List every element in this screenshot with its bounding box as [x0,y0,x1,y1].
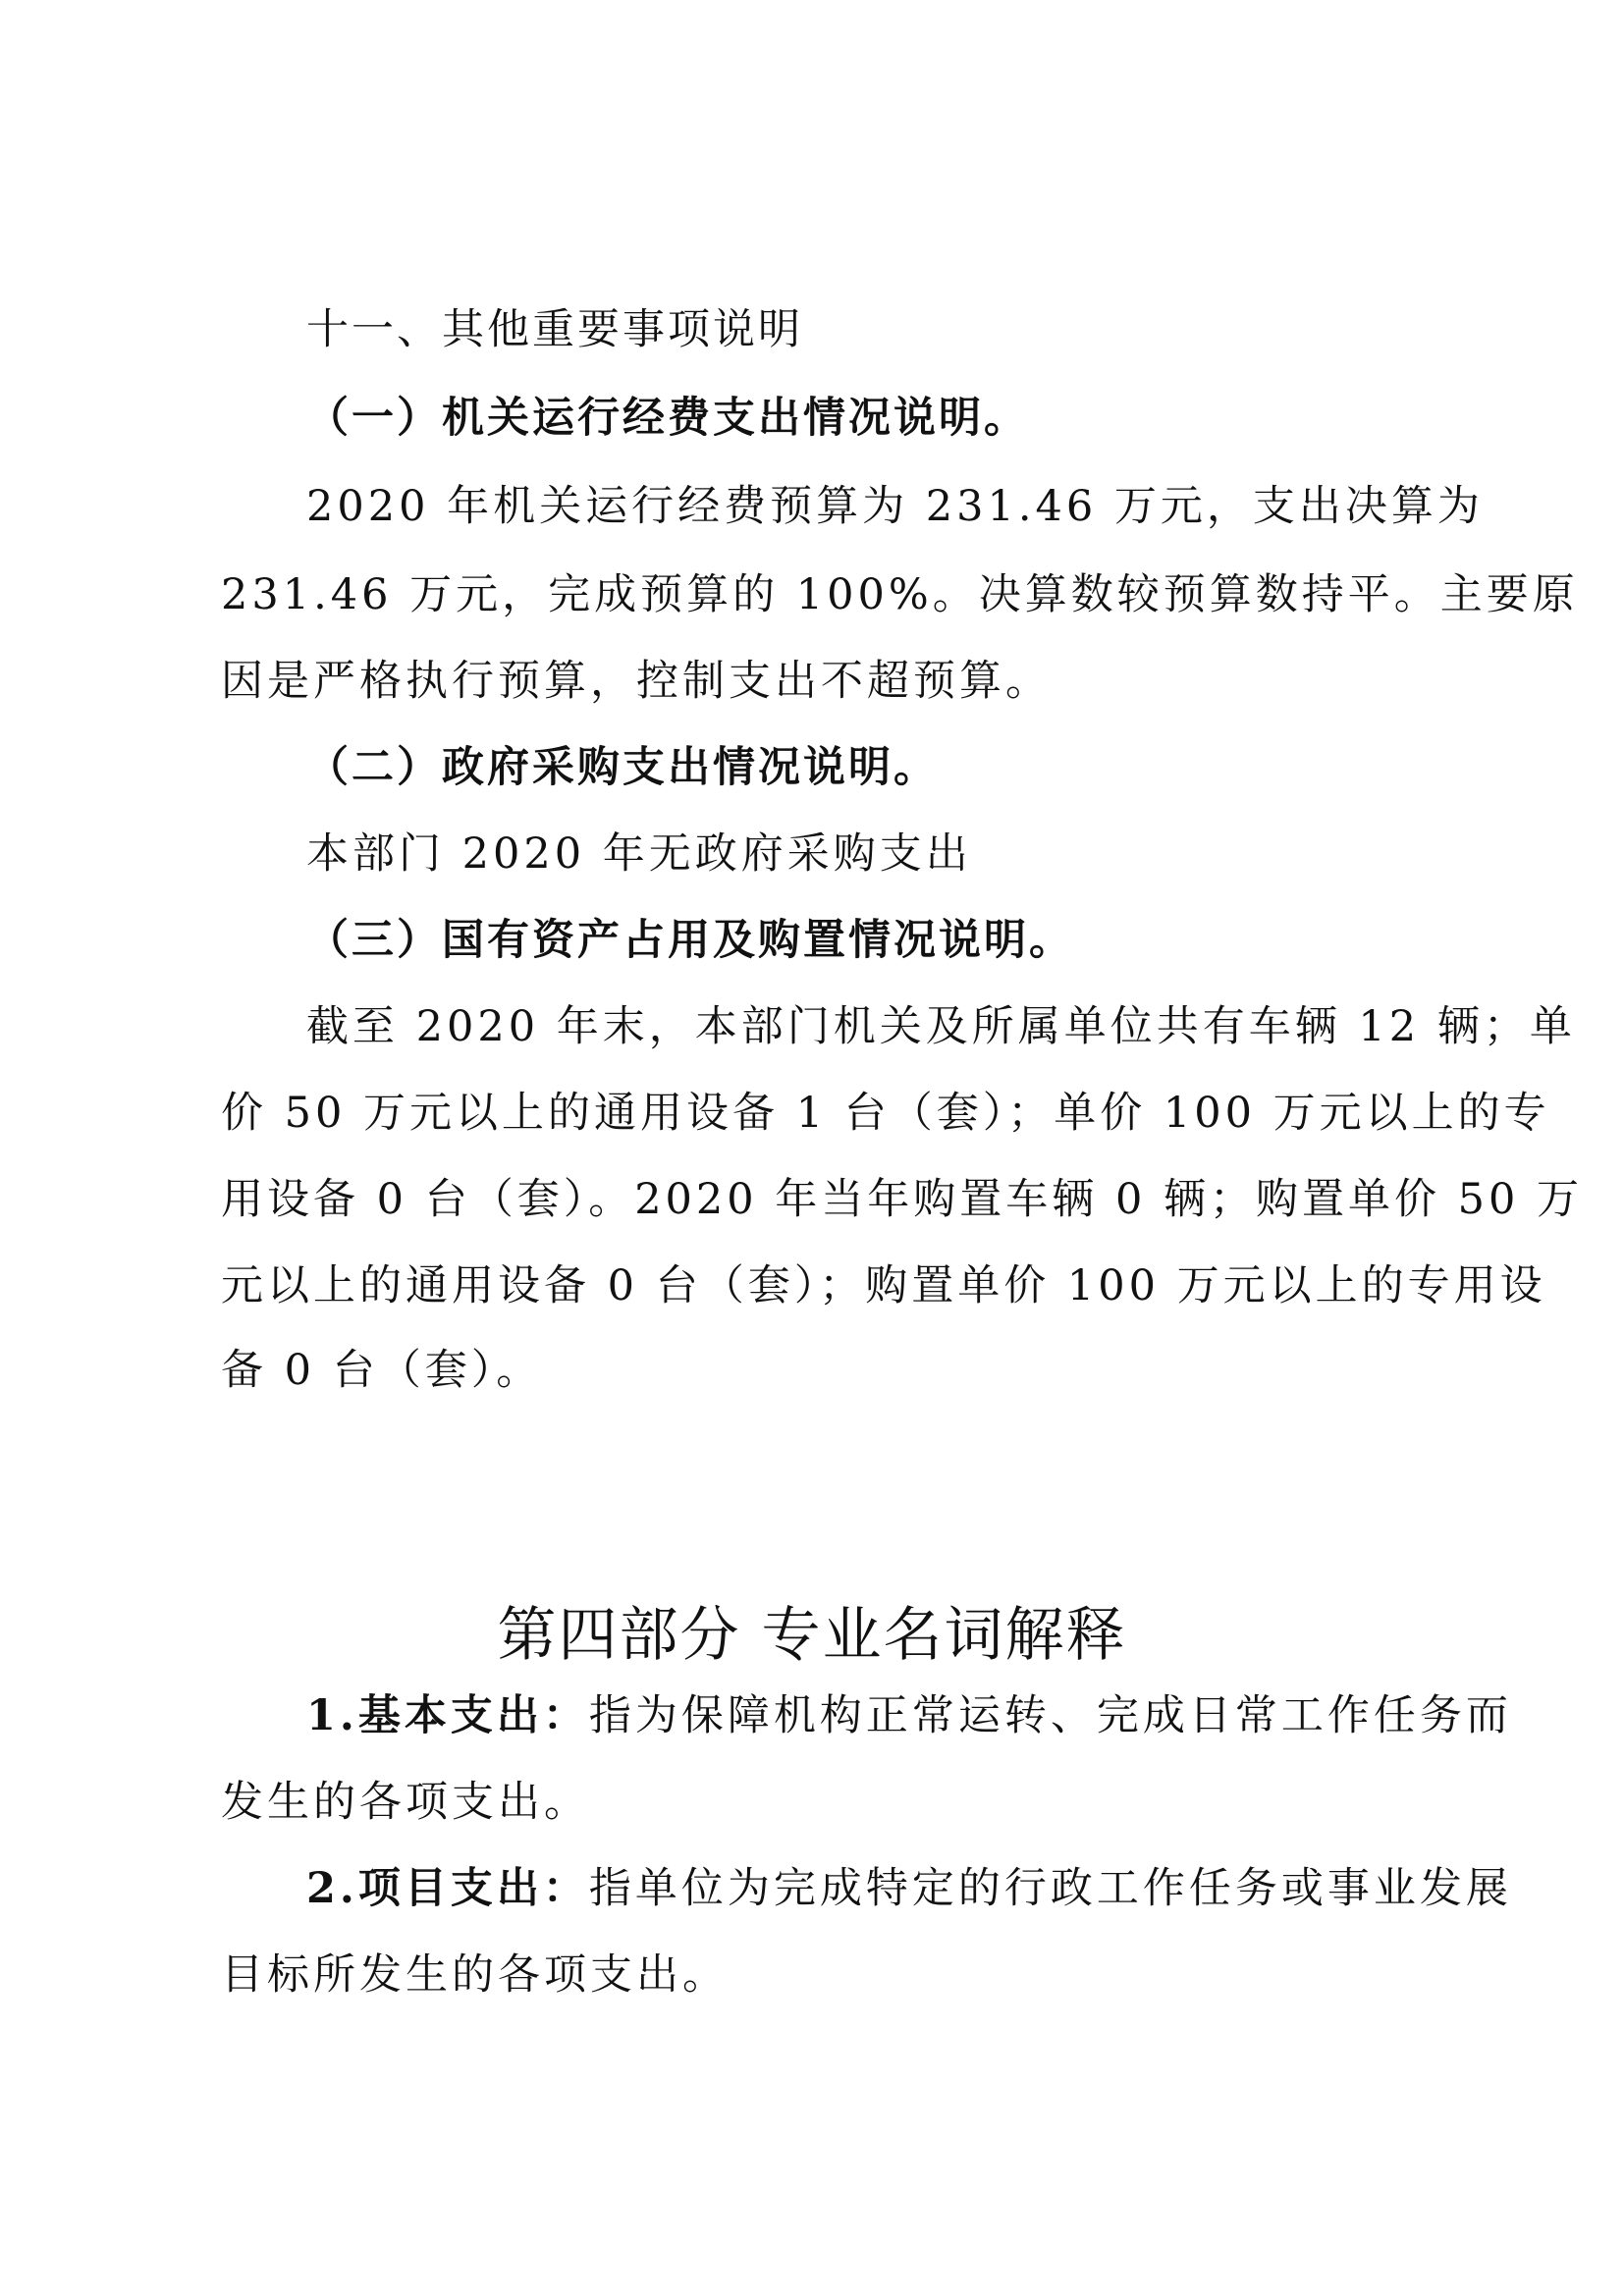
term-text: 指为保障机构正常运转、完成日常工作任务而 [588,1691,1512,1740]
paragraph-line: 价 50 万元以上的通用设备 1 台（套）；单价 100 万元以上的专 [221,1089,1550,1138]
paragraph-line: 元以上的通用设备 0 台（套）；购置单价 100 万元以上的专用设 [221,1261,1546,1310]
paragraph-line: 本部门 2020 年无政府采购支出 [306,829,972,879]
paragraph-line: 发生的各项支出。 [221,1778,590,1827]
paragraph-line: 用设备 0 台（套）。2020 年当年购置车辆 0 辆；购置单价 50 万 [221,1175,1584,1224]
part-four-title: 第四部分 专业名词解释 [497,1601,1127,1670]
section-heading: 十一、其他重要事项说明 [306,305,803,354]
paragraph-line: 2020 年机关运行经费预算为 231.46 万元，支出决算为 [306,482,1484,531]
subheading-state-assets: （三）国有资产占用及购置情况说明。 [306,916,1074,965]
term-definition-basic [306,1686,1514,1745]
term-label: 1.基本支出： [306,1691,589,1740]
term-definition-project [306,1859,1514,1918]
term-text: 指单位为完成特定的行政工作任务或事业发展 [588,1864,1512,1913]
term-label: 2.项目支出： [306,1864,589,1913]
paragraph-line: 截至 2020 年末，本部门机关及所属单位共有车辆 12 辆；单 [306,1002,1576,1051]
paragraph-line: 目标所发生的各项支出。 [221,1950,729,2000]
paragraph-line: 因是严格执行预算，控制支出不超预算。 [221,657,1052,706]
paragraph-line: 231.46 万元，完成预算的 100%。决算数较预算数持平。主要原 [221,570,1579,619]
subheading-government-procurement: （二）政府采购支出情况说明。 [306,743,939,792]
paragraph-line: 备 0 台（套）。 [221,1346,543,1395]
subheading-operating-expenses: （一）机关运行经费支出情况说明。 [306,394,1029,443]
